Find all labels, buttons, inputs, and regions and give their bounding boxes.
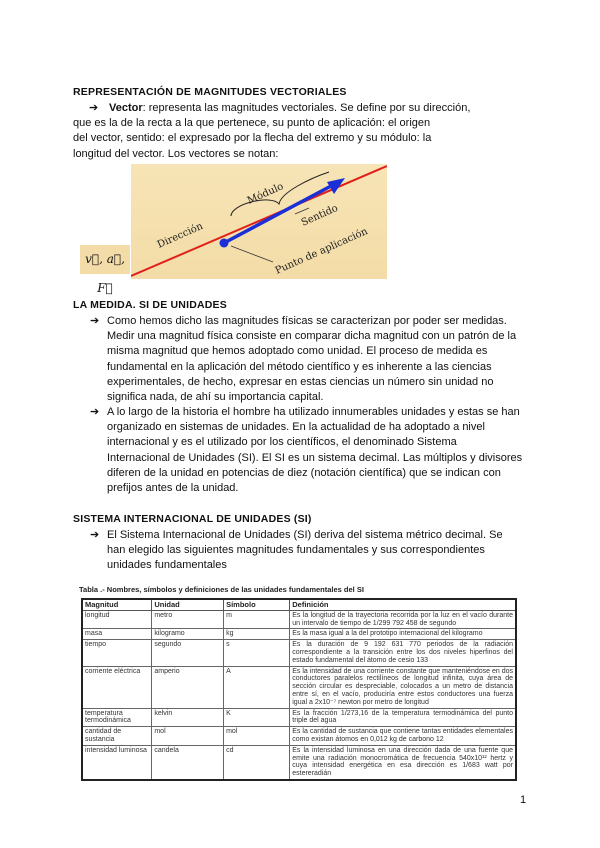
- cell-definicion: Es la duración de 9 192 631 770 periodos de la radiación correspondiente a la transición entre los dos niveles hiperfinos del estado fundamental del átomo de cesio 133: [290, 640, 516, 666]
- cell-magnitud: tiempo: [82, 640, 152, 666]
- label-punto-aplicacion: Punto de aplicación: [273, 226, 370, 277]
- text-line: Internacional de Unidades (SI). El SI es un sistema decimal. Las múltiplos y divisores: [107, 451, 523, 464]
- table-row: [82, 708, 516, 727]
- header-simbolo: Símbolo: [224, 599, 290, 610]
- vector-diagram: [131, 164, 387, 279]
- vector-paragraph: [73, 101, 533, 162]
- cell-magnitud: temperatura termodinámica: [82, 708, 152, 727]
- cell-definicion: Es la masa igual a la del prototipo internacional del kilogramo: [290, 629, 516, 640]
- cell-unidad: kilogramo: [152, 629, 224, 640]
- cell-unidad: mol: [152, 727, 224, 746]
- text-line: El Sistema Internacional de Unidades (SI) deriva del sistema métrico decimal. Se: [107, 529, 503, 541]
- application-leader: [231, 246, 273, 262]
- cell-simbolo: cd: [224, 745, 290, 780]
- cell-simbolo: kg: [224, 629, 290, 640]
- cell-unidad: kelvin: [152, 708, 224, 727]
- section-heading-medida: LA MEDIDA. SI DE UNIDADES: [73, 299, 227, 311]
- header-definicion: Definición: [290, 599, 516, 610]
- arrow-bullet-icon: ➔: [90, 529, 100, 541]
- cell-definicion: Es la fracción 1/273,16 de la temperatura termodinámica del punto triple del agua: [290, 708, 516, 727]
- text-line: prefijos antes de la unidad.: [107, 482, 239, 495]
- cell-unidad: amperio: [152, 666, 224, 708]
- vector-diagram-svg: [131, 164, 387, 279]
- cell-unidad: segundo: [152, 640, 224, 666]
- cell-magnitud: masa: [82, 629, 152, 640]
- table-row: [82, 629, 516, 640]
- cell-simbolo: A: [224, 666, 290, 708]
- direction-line: [131, 166, 387, 276]
- cell-definicion: Es la longitud de la trayectoria recorrida por la luz en el vacío durante un intervalo de tiempo de 1/299 792 458 de segundo: [290, 610, 516, 629]
- page-number: 1: [520, 794, 527, 806]
- cell-simbolo: K: [224, 708, 290, 727]
- vector-notation: v⃗, a⃗, F⃗: [80, 245, 130, 274]
- vector-term: Vector: [109, 102, 143, 114]
- cell-magnitud: cantidad de sustancia: [82, 727, 152, 746]
- text-line: fundamental en la aplicación del método científico y es inherente a las ciencias: [107, 360, 492, 373]
- cell-simbolo: m: [224, 610, 290, 629]
- arrow-bullet-icon: ➔: [90, 315, 100, 327]
- label-sentido: Sentido: [299, 202, 340, 229]
- cell-magnitud: intensidad luminosa: [82, 745, 152, 780]
- text-line: experimentales, de hecho, expresar en estas ciencias un número sin unidad no: [107, 375, 494, 388]
- medida-bullet-1: [90, 314, 530, 405]
- text-line: internacional y es el utilizado por los científicos, el denominado Sistema: [107, 436, 457, 449]
- cell-magnitud: longitud: [82, 610, 152, 629]
- section-heading-si: SISTEMA INTERNACIONAL DE UNIDADES (SI): [73, 513, 312, 525]
- cell-definicion: Es la cantidad de sustancia que contiene tantas entidades elementales como existan átomos en 0,012 kg de carbono 12: [290, 727, 516, 746]
- si-bullet: [90, 528, 530, 574]
- label-direccion: Dirección: [155, 220, 205, 251]
- text-line: misma magnitud que hemos adoptado como unidad. El proceso de medida es: [107, 345, 488, 358]
- text-line: significa nada, de ahí su importancia capital.: [107, 391, 324, 404]
- text-line: Medir una magnitud física consiste en comparar dicha magnitud con un patrón de la: [107, 330, 517, 343]
- header-unidad: Unidad: [152, 599, 224, 610]
- table-caption: Tabla .- Nombres, símbolos y definiciones de las unidades fundamentales del SI: [79, 585, 364, 594]
- cell-unidad: candela: [152, 745, 224, 780]
- table-row: [82, 666, 516, 708]
- cell-magnitud: corriente eléctrica: [82, 666, 152, 708]
- cell-definicion: Es la intensidad luminosa en una dirección dada de una fuente que emite una radiación monocromática de frecuencia 540x10¹² hertz y cuya intensidad energética en esa dirección es 1/683 watt por estereradián: [290, 745, 516, 780]
- cell-simbolo: s: [224, 640, 290, 666]
- application-point: [220, 239, 229, 248]
- cell-definicion: Es la intensidad de una corriente constante que manteniéndose en dos conductores paralelos rectilíneos de longitud infinita, cuya área de sección circular es despreciable, colocados a un metro de distancia entre sí, en el vacío, produciría entre estos conductores una fuerza igual a 2x10⁻⁷ newton por metro de longitud: [290, 666, 516, 708]
- vector-line-3: del vector, sentido: el expresado por la flecha del extremo y su módulo: la: [73, 132, 432, 145]
- table-row: [82, 640, 516, 666]
- cell-simbolo: mol: [224, 727, 290, 746]
- table-header-row: [82, 599, 516, 610]
- arrow-bullet-icon: ➔: [89, 102, 99, 114]
- header-magnitud: Magnitud: [82, 599, 152, 610]
- table-row: [82, 745, 516, 780]
- text-line: han elegido las siguientes magnitudes fundamentales y sus correspondientes: [107, 544, 485, 557]
- direction-marker: [295, 208, 309, 214]
- vector-line-4: longitud del vector. Los vectores se notan:: [73, 147, 279, 160]
- text-line: Como hemos dicho las magnitudes físicas se caracterizan por poder ser medidas.: [107, 315, 507, 327]
- si-units-table: [81, 598, 517, 781]
- vector-line-1: : representa las magnitudes vectoriales. Se define por su dirección,: [142, 102, 471, 114]
- text-line: unidades fundamentales: [107, 559, 227, 572]
- text-line: diferen de la unidad en potencias de diez (notación científica) que se indican con: [107, 466, 501, 479]
- table-row: [82, 727, 516, 746]
- label-modulo: Módulo: [245, 181, 286, 207]
- arrow-bullet-icon: ➔: [90, 406, 100, 418]
- table-row: [82, 610, 516, 629]
- medida-bullet-2: [90, 405, 530, 496]
- cell-unidad: metro: [152, 610, 224, 629]
- text-line: organizado en sistemas de unidades. En la actualidad de ha adoptado a nivel: [107, 421, 485, 434]
- vector-line-2: que es la de la recta a la que pertenece, su punto de aplicación: el origen: [73, 117, 431, 130]
- text-line: A lo largo de la historia el hombre ha utilizado innumerables unidades y estas se han: [107, 406, 520, 418]
- section-heading-vectoriales: REPRESENTACIÓN DE MAGNITUDES VECTORIALES: [73, 86, 347, 98]
